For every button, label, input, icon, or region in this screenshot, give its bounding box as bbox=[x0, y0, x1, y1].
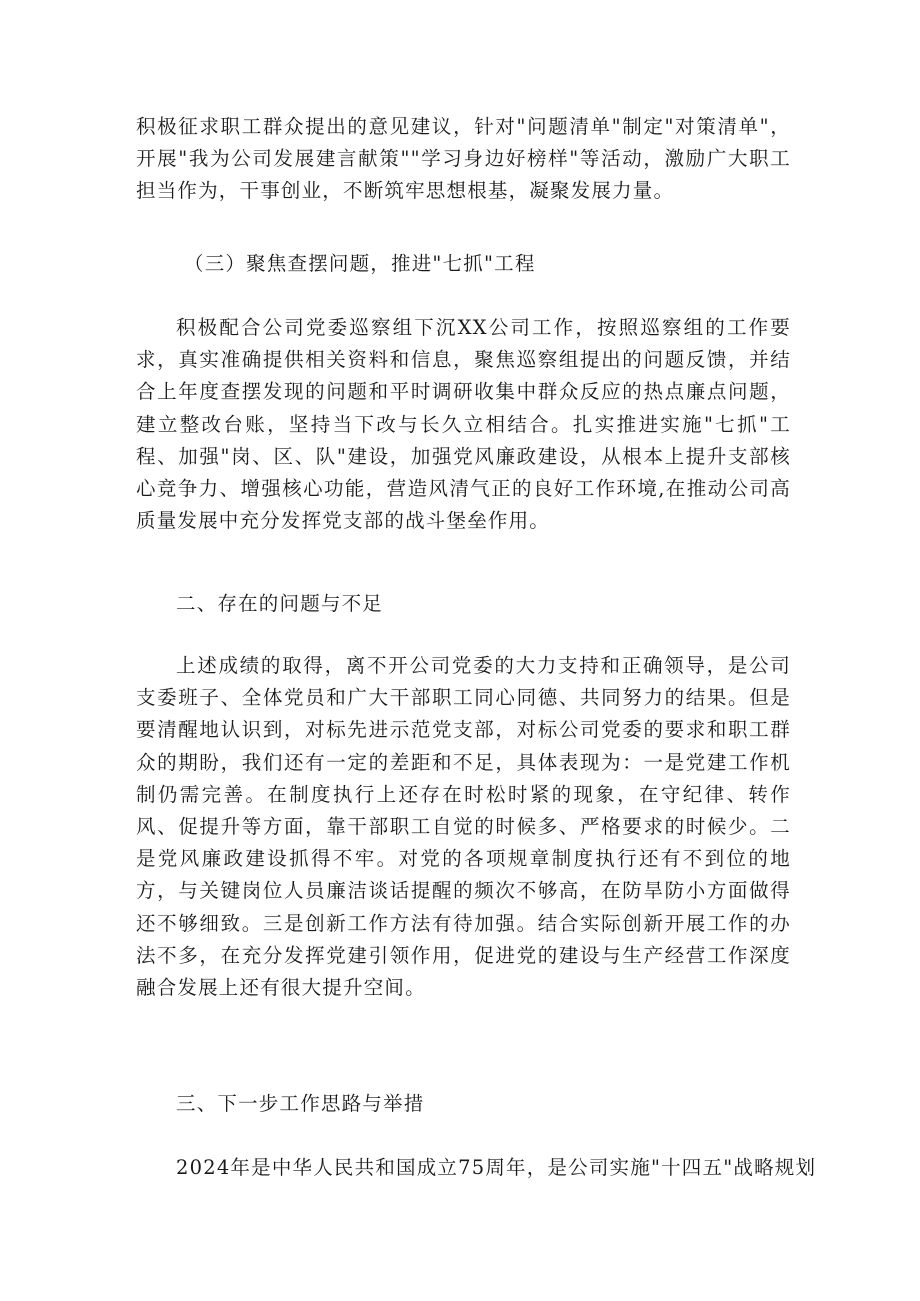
body-paragraph-continuation: 积极征求职工群众提出的意见建议，针对"问题清单"制定"对策清单"，开展"我为公司发展建言献策""学习身边好榜样"等活动，激励广大职工担当作为，干事创业，不断筑牢思想根基，凝聚发展力量。 bbox=[136, 115, 791, 203]
body-paragraph-problems: 上述成绩的取得，离不开公司党委的大力支持和正确领导，是公司支委班子、全体党员和广大干部职工同心同德、共同努力的结果。但是要清醒地认识到，对标先进示范党支部，对标公司党委的要求和职工群众的期盼，我们还有一定的差距和不足，具体表现为：一是党建工作机制仍需完善。在制度执行上还存在时松时紧的现象，在守纪律、转作风、促提升等方面，靠干部职工自觉的时候多、严格要求的时候少。二是党风廉政建设抓得不牢。对党的各项规章制度执行还有不到位的地方，与关键岗位人员廉洁谈话提醒的频次不够高，在防旱防小方面做得还不够细致。三是创新工作方法有待加强。结合实际创新开展工作的办法不多，在充分发挥党建引领作用，促进党的建设与生产经营工作深度融合发展上还有很大提升空间。 bbox=[136, 654, 791, 1000]
section-heading-problems: 二、存在的问题与不足 bbox=[176, 592, 384, 615]
body-paragraph-inspection: 积极配合公司党委巡察组下沉XX公司工作，按照巡察组的工作要求，真实准确提供相关资料和信息，聚焦巡察组提出的问题反馈，并结合上年度查摆发现的问题和平时调研收集中群众反应的热点廉点问题，建立整改台账，坚持当下改与长久立相结合。扎实推进实施"七抓"工程、加强"岗、区、队"建设，加强党风廉政建设，从根本上提升支部核心竞争力、增强核心功能，营造风清气正的良好工作环境,在推动公司高质量发展中充分发挥党支部的战斗堡垒作用。 bbox=[136, 316, 791, 533]
section-heading-next-steps: 三、下一步工作思路与举措 bbox=[176, 1092, 425, 1115]
section-heading-3: （三）聚焦查摆问题，推进"七抓"工程 bbox=[184, 252, 536, 275]
body-paragraph-2024: 2024年是中华人民共和国成立75周年，是公司实施"十四五"战略规划 bbox=[176, 1156, 817, 1179]
